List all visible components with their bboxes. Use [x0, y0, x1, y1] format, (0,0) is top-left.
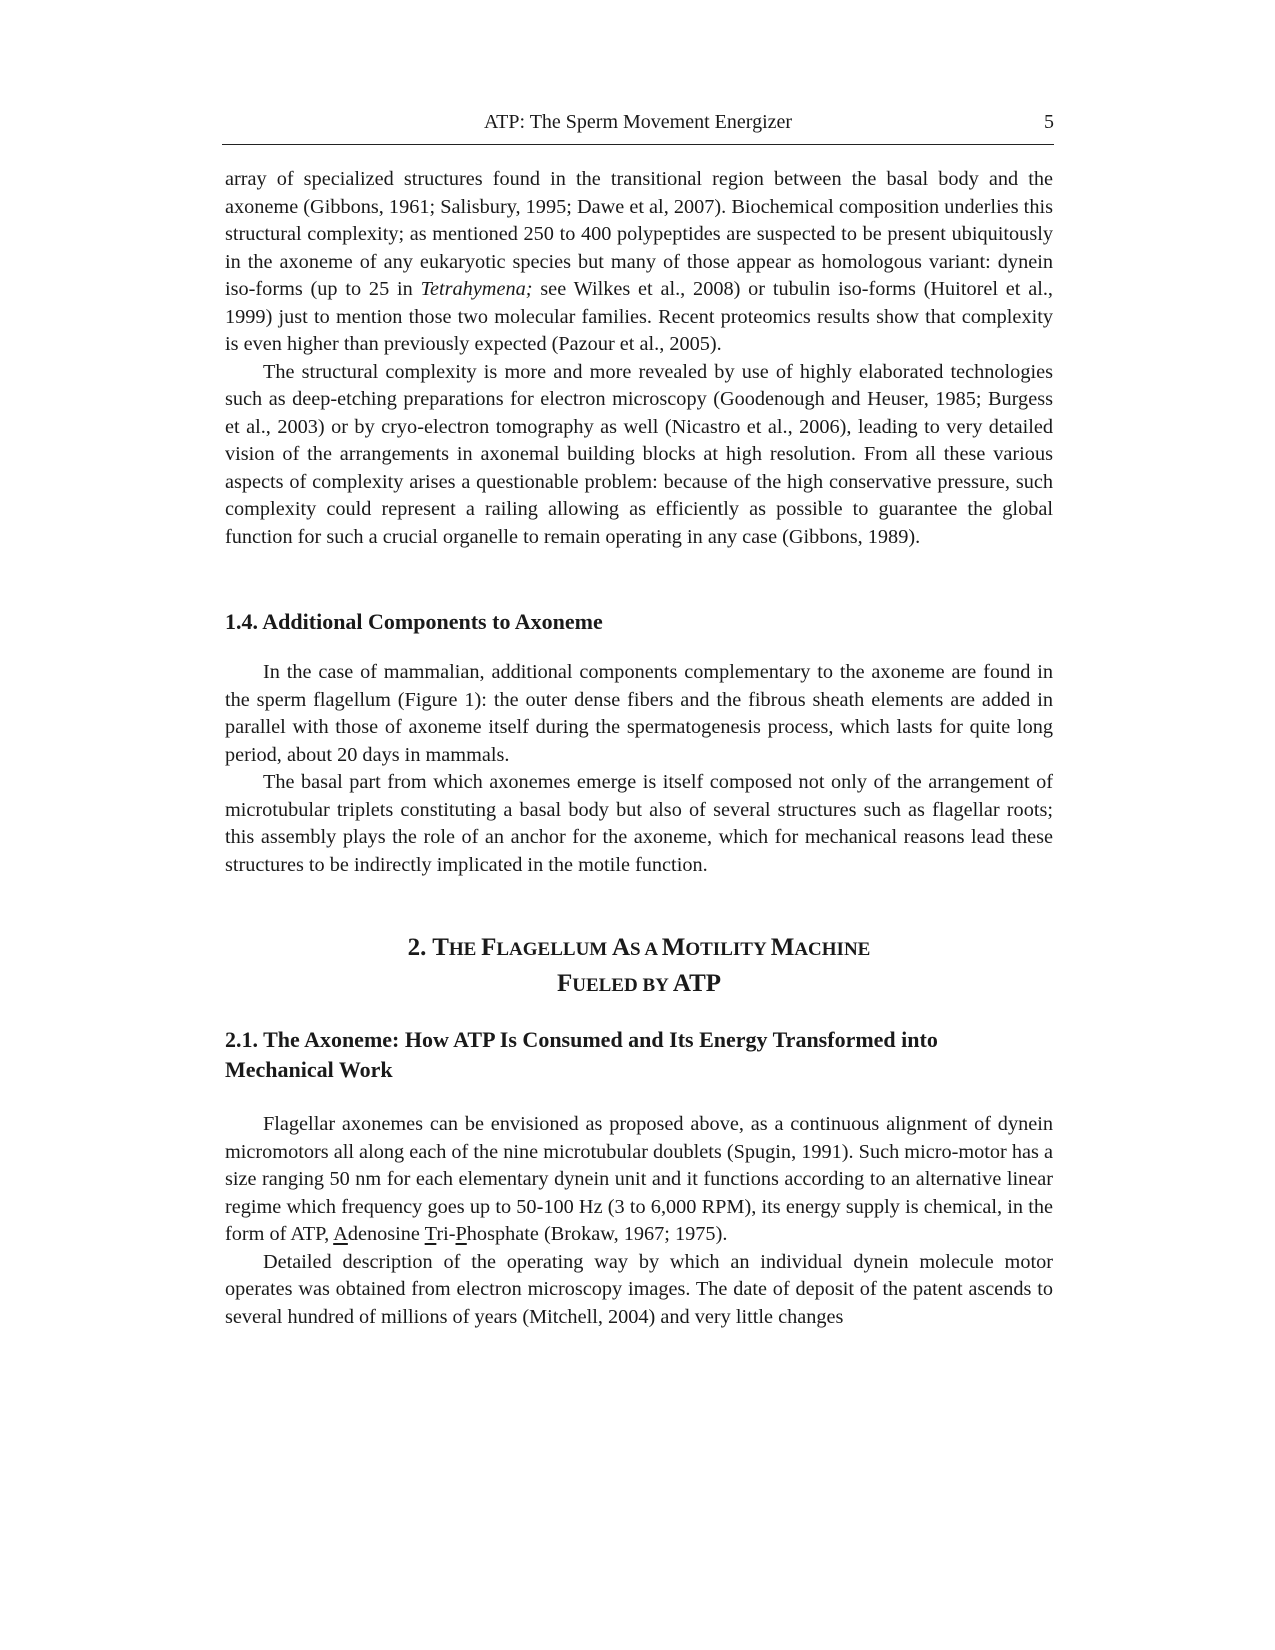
- chapter-heading-part: S A: [630, 939, 662, 960]
- paragraph-5-text-end: hosphate (Brokaw, 1967; 1975).: [466, 1223, 728, 1245]
- paragraph-5-text: denosine: [347, 1223, 425, 1245]
- chapter-heading-2: [225, 931, 1053, 1003]
- paragraph-3: In the case of mammalian, additional components complementary to the axoneme are found in the sperm flagellum (Figure 1): the outer dense fibers and the fibrous sheath elements are added in parallel with those of axoneme itself during the spermatogenesis process, which lasts for quite long period, about 20 days in mammals.: [225, 661, 1053, 766]
- chapter-heading-part: F: [556, 970, 573, 997]
- paragraph-5-text: ri-: [436, 1223, 456, 1245]
- chapter-heading-part: HE: [448, 939, 482, 960]
- paragraph-1-italic: Tetrahymena;: [420, 278, 533, 300]
- acronym-letter-t: T: [424, 1223, 437, 1245]
- chapter-heading-part: OTILITY: [685, 939, 771, 960]
- paragraph-4: The basal part from which axonemes emerge is itself composed not only of the arrangement of microtubular triplets constituting a basal body but also of several structures such as flagellar roots; this assembly plays the role of an anchor for the axoneme, which for mechanical reasons lead these structures to be indirectly implicated in the motile function.: [225, 771, 1053, 876]
- acronym-letter-a: A: [333, 1223, 348, 1245]
- running-title: ATP: The Sperm Movement Energizer: [483, 111, 793, 133]
- section-heading-1-4: 1.4. Additional Components to Axoneme: [225, 609, 603, 634]
- paragraph-2: The structural complexity is more and more revealed by use of highly elaborated technologies such as deep-etching preparations for electron microscopy (Goodenough and Heuser, 1985; Burgess et al., 2003) or by cryo-electron tomography as well (Nicastro et al., 2006), leading to very detailed vision of the arrangements in axonemal building blocks at high resolution. From all these various aspects of complexity arises a questionable problem: because of the high conservative pressure, such complexity could represent a railing allowing as efficiently as possible to guarantee the global function for such a crucial organelle to remain operating in any case (Gibbons, 1989).: [225, 360, 1053, 548]
- chapter-heading-part: M: [661, 934, 686, 961]
- section-heading-2-1: 2.1. The Axoneme: How ATP Is Consumed and Its Energy Transformed into Mechanical Work: [225, 1027, 938, 1082]
- paragraph-6: Detailed description of the operating way by which an individual dynein molecule motor operates was obtained from electron microscopy images. The date of deposit of the patent ascends to several hundred of millions of years (Mitchell, 2004) and very little changes: [225, 1250, 1053, 1328]
- running-header: [222, 104, 1054, 145]
- paragraph-5-text: Flagellar axonemes can be envisioned as proposed above, as a continuous alignment of dynein micromotors all along each of the nine microtubular doublets (Spugin, 1991). Such micro-motor has a size ranging 50 nm for each elementary dynein unit and it functions according to an alternative linear regime which frequency goes up to 50-100 Hz (3 to 6,000 RPM), its energy supply is chemical, in the form of ATP,: [225, 1113, 1053, 1245]
- chapter-heading-part: F: [481, 934, 497, 961]
- paragraph-5: [225, 1111, 1053, 1249]
- chapter-heading-part: M: [770, 934, 795, 961]
- chapter-heading-part: T: [432, 934, 449, 961]
- chapter-number: 2.: [407, 934, 433, 961]
- chapter-heading-part: ACHINE: [794, 939, 871, 960]
- chapter-heading-part: ATP: [672, 970, 722, 997]
- chapter-heading-part: A: [611, 934, 631, 961]
- paragraph-1: [225, 166, 1053, 359]
- paragraph-1-text-end: see Wilkes et al., 2008) or tubulin iso-forms (Huitorel et al., 1999) just to mention those two molecular families. Recent proteomics results show that complexity is even higher than previously expected (Pazour et al., 2005).: [225, 278, 1053, 355]
- page-number: 5: [1044, 111, 1054, 133]
- paragraph-1-text: array of specialized structures found in the transitional region between the basal body and the axoneme (Gibbons, 1961; Salisbury, 1995; Dawe et al, 2007). Biochemical composition underlies this structural complexity; as mentioned 250 to 400 polypeptides are suspected to be present ubiquitously in the axoneme of any eukaryotic species but many of those appear as homologous variant: dynein iso-forms (up to 25 in: [225, 168, 1053, 300]
- chapter-heading-part: LAGELLUM: [496, 939, 612, 960]
- chapter-heading-part: UELED BY: [572, 975, 673, 996]
- acronym-letter-p: P: [455, 1223, 467, 1245]
- main-text: [225, 166, 1053, 1331]
